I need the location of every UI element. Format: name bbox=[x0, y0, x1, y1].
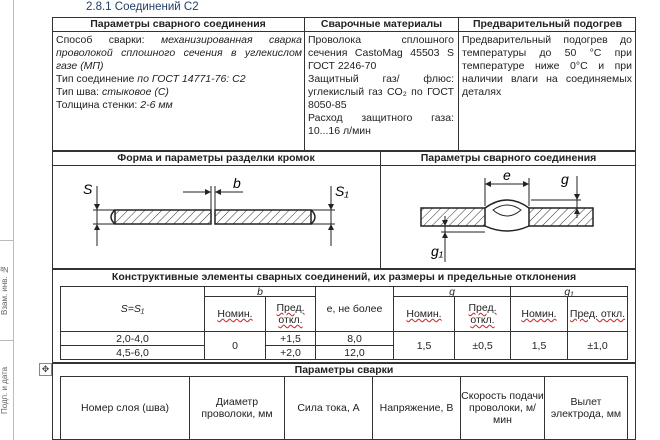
b-tol-header bbox=[265, 296, 316, 332]
col-current: Сила тока, А bbox=[284, 376, 373, 440]
col-electrode-stickout: Вылет электрода, мм bbox=[544, 376, 628, 440]
header-divider bbox=[52, 31, 636, 32]
e-label: e bbox=[503, 167, 511, 183]
col-divider bbox=[304, 17, 305, 151]
tol-text: Пред. откл. bbox=[569, 308, 626, 320]
flow-text: Расход защитного газа: 10...16 л/мин bbox=[308, 112, 454, 137]
s-header: S=S₁ bbox=[60, 286, 205, 332]
g1-header: g₁ bbox=[510, 286, 628, 297]
right-plate bbox=[215, 210, 311, 224]
nom-text: Номин. bbox=[406, 308, 442, 320]
table-move-handle-icon[interactable]: ✥ bbox=[39, 363, 52, 376]
row2-s: 4,5-6,0 bbox=[60, 345, 205, 360]
col-layer-number: Номер слоя (шва) bbox=[60, 376, 190, 440]
sidebar-border bbox=[13, 0, 14, 440]
b-nom-header bbox=[204, 296, 266, 332]
weld-params-title: Параметры сварки bbox=[294, 364, 394, 376]
method-label: Способ сварки: bbox=[56, 34, 161, 46]
g1-tol-value: ±1,0 bbox=[567, 331, 628, 360]
tol-text: Пред. откл. bbox=[276, 302, 305, 326]
g-header: g bbox=[393, 286, 511, 297]
type-value: по ГОСТ 14771-76: С2 bbox=[137, 73, 246, 85]
g1-tol-header bbox=[567, 296, 628, 332]
seam-value: стыковое (С) bbox=[101, 86, 169, 98]
seam-label: Тип шва: bbox=[56, 86, 102, 98]
materials-text bbox=[308, 34, 454, 138]
joint-params-header: Параметры сварного соединения bbox=[420, 152, 597, 164]
left-plate bbox=[115, 210, 211, 224]
row1-s: 2,0-4,0 bbox=[60, 331, 205, 346]
thickness-value: 2-6 мм bbox=[140, 99, 173, 111]
b-header: b bbox=[204, 286, 316, 297]
g-nom-header bbox=[393, 296, 455, 332]
s1-label: S₁ bbox=[335, 183, 349, 199]
g-nom-value: 1,5 bbox=[393, 331, 455, 360]
constr-title: Конструктивные элементы сварных соединений, их размеры и предельные отклонения bbox=[111, 271, 577, 283]
preheat-text: Предварительный подогрев до температуры до 50 °С при температуре ниже 0°С и при наличии влаги на соединяемых деталях bbox=[462, 34, 632, 98]
row2-e: 12,0 bbox=[315, 345, 394, 360]
g-tol-header bbox=[454, 296, 511, 332]
col-feed-speed: Скорость подачи проволоки, м/мин bbox=[460, 376, 545, 440]
col-wire-diameter: Диаметр проволоки, мм bbox=[189, 376, 285, 440]
row1-e: 8,0 bbox=[315, 331, 394, 346]
col-voltage: Напряжение, В bbox=[372, 376, 461, 440]
header-materials: Сварочные материалы bbox=[320, 18, 443, 30]
joint-diagram bbox=[381, 166, 635, 268]
header-params: Параметры сварного соединения bbox=[90, 18, 266, 30]
edge-prep-header: Форма и параметры разделки кромок bbox=[117, 152, 315, 164]
thickness-label: Толщина стенки: bbox=[56, 99, 141, 111]
edge-prep-diagram bbox=[53, 166, 379, 268]
wire-text: Проволока сплошного сечения CastoMag 45503 S ГОСТ 2246-70 bbox=[308, 34, 454, 72]
b-label: b bbox=[233, 175, 241, 191]
gas-text: Защитный газ/ флюс: углекислый газ CO₂ по ГОСТ 8050-85 bbox=[308, 73, 454, 111]
g-label: g bbox=[561, 171, 569, 187]
g-tol-value: ±0,5 bbox=[454, 331, 511, 360]
header-preheat: Предварительный подогрев bbox=[472, 18, 623, 30]
row1-b-tol: +1,5 bbox=[265, 331, 316, 346]
sidebar-label-inv: Взам. инв. № bbox=[0, 265, 9, 315]
method-value: механизированная сварка проволокой сплошного сечения в углекислом газе (МП) bbox=[56, 34, 302, 72]
sidebar-label-sign: Подп. и дата bbox=[0, 366, 9, 414]
nom-text: Номин. bbox=[217, 308, 253, 320]
sidebar-divider bbox=[0, 340, 14, 341]
tol-text: Пред. откл. bbox=[468, 302, 497, 326]
section-title: 2.8.1 Соединений С2 bbox=[86, 1, 199, 13]
col-divider bbox=[458, 17, 459, 151]
type-label: Тип соединение bbox=[56, 73, 138, 85]
e-header: e, не более bbox=[315, 286, 394, 332]
s-label: S bbox=[83, 181, 93, 197]
row2-b-tol: +2,0 bbox=[265, 345, 316, 360]
g1-label: g₁ bbox=[431, 243, 444, 259]
b-nom-value: 0 bbox=[204, 331, 266, 360]
nom-text: Номин. bbox=[521, 308, 557, 320]
weld-params-text bbox=[56, 34, 302, 112]
g1-nom-header bbox=[510, 296, 568, 332]
g1-nom-value: 1,5 bbox=[510, 331, 568, 360]
sidebar-divider bbox=[0, 240, 14, 241]
